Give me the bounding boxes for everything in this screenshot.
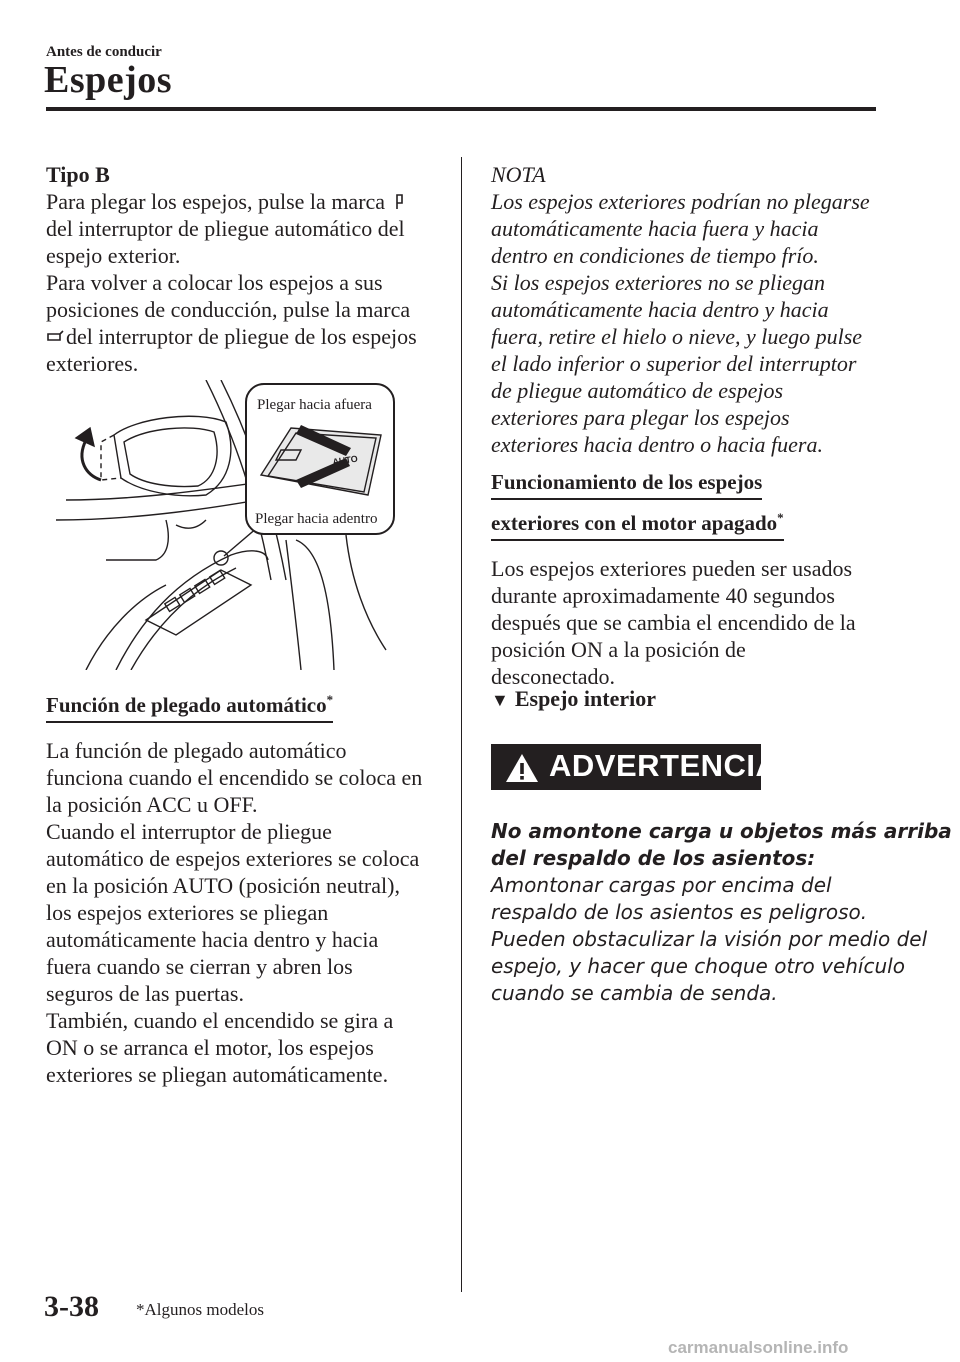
text-line: automáticamente hacia dentro y hacia: [491, 297, 829, 322]
page-title: Espejos: [44, 59, 173, 101]
text-line: automáticamente hacia dentro y hacia: [46, 927, 379, 952]
text-line: Para plegar los espejos, pulse la marca: [46, 188, 441, 215]
text-line: durante aproximadamente 40 segundos: [491, 583, 835, 608]
tipo-b-heading: Tipo B: [46, 162, 110, 187]
text-line: ON o se arranca el motor, los espejos: [46, 1035, 374, 1060]
text-line: automático de espejos exteriores se coloca: [46, 846, 420, 871]
title-rule: [46, 107, 876, 111]
warning-title: ADVERTENCIA: [549, 748, 779, 783]
text-line: posiciones de conducción, pulse la marca: [46, 297, 411, 322]
label-fold-out: Plegar hacia afuera: [257, 397, 372, 413]
text-line: fuera, retire el hielo o nieve, y luego pulse: [491, 324, 863, 349]
text-line: funciona cuando el encendido se coloca en: [46, 765, 423, 790]
text-line: Para volver a colocar los espejos a sus: [46, 270, 383, 295]
warning-body: [491, 818, 952, 1007]
text-line: del interruptor de pliegue de los espejos: [46, 323, 441, 350]
tipo-b-block: [46, 161, 441, 377]
text-line: el lado inferior o superior del interruptor: [491, 351, 857, 376]
label-fold-in: Plegar hacia adentro: [255, 511, 378, 527]
text-line: automáticamente hacia fuera y hacia: [491, 216, 819, 241]
nota-block: [491, 161, 886, 458]
auto-fold-section: [46, 686, 441, 1088]
warning-triangle-icon: [504, 752, 540, 784]
watermark: carmanualsonline.info: [668, 1338, 849, 1357]
text-line: la posición ACC u OFF.: [46, 792, 258, 817]
interior-mirror-heading: ▼ Espejo interior: [491, 686, 656, 711]
page-number: 3-38: [44, 1290, 99, 1323]
engine-off-heading-line1: Funcionamiento de los espejos: [491, 468, 762, 500]
nota-heading: NOTA: [491, 162, 546, 187]
mirror-switch-illustration: [46, 380, 396, 670]
text-line: en la posición AUTO (posición neutral),: [46, 873, 400, 898]
engine-off-section: [491, 468, 886, 690]
auto-fold-paragraph: [46, 737, 441, 1088]
fold-in-mark-icon: [46, 330, 64, 344]
text-line: de pliegue automático de espejos: [491, 378, 784, 403]
text-line: Cuando el interruptor de pliegue: [46, 819, 332, 844]
text-line: Los espejos exteriores pueden ser usados: [491, 556, 853, 581]
switch-auto-label: AUTO: [331, 453, 359, 467]
warning-line: Amontonar cargas por encima del: [491, 873, 832, 897]
text-line: los espejos exteriores se pliegan: [46, 900, 329, 925]
text-line: exteriores se pliegan automáticamente.: [46, 1062, 389, 1087]
auto-fold-heading: Función de plegado automático*: [46, 686, 333, 723]
text-line: También, cuando el encendido se gira a: [46, 1008, 394, 1033]
text-line: después que se cambia el encendido de la: [491, 610, 856, 635]
text-line: exteriores para plegar los espejos: [491, 405, 790, 430]
footnote: *Algunos modelos: [136, 1300, 264, 1319]
column-divider: [461, 157, 462, 1292]
text-line: dentro en condiciones de tiempo frío.: [491, 243, 819, 268]
tipo-b-paragraph: [46, 188, 441, 377]
engine-off-paragraph: [491, 555, 886, 690]
text-line: fuera cuando se cierran y abren los: [46, 954, 353, 979]
text-line: exteriores.: [46, 351, 139, 376]
text-line: exteriores hacia dentro o hacia fuera.: [491, 432, 823, 457]
text-line: desconectado.: [491, 664, 615, 689]
engine-off-heading-line2: exteriores con el motor apagado*: [491, 504, 784, 541]
section-label: Antes de conducir: [46, 44, 162, 60]
text-line: del interruptor de pliegue automático del: [46, 216, 405, 241]
warning-line: espejo, y hacer que choque otro vehículo: [491, 954, 905, 978]
text-line: Los espejos exteriores podrían no plegarse: [491, 189, 870, 214]
text-line: La función de plegado automático: [46, 738, 347, 763]
text-line: posición ON a la posición de: [491, 637, 746, 662]
warning-bold-line: del respaldo de los asientos:: [491, 846, 816, 870]
warning-banner: [491, 744, 779, 790]
warning-line: cuando se cambia de senda.: [491, 981, 778, 1005]
warning-line: respaldo de los asientos es peligroso.: [491, 900, 868, 924]
section-marker-icon: ▼: [491, 690, 509, 710]
text-line: espejo exterior.: [46, 243, 181, 268]
warning-line: Pueden obstaculizar la visión por medio del: [491, 927, 928, 951]
text-line: seguros de las puertas.: [46, 981, 244, 1006]
fold-out-mark-icon: [394, 193, 404, 211]
text-line: Si los espejos exteriores no se pliegan: [491, 270, 826, 295]
warning-bold-line: No amontone carga u objetos más arriba: [491, 819, 952, 843]
